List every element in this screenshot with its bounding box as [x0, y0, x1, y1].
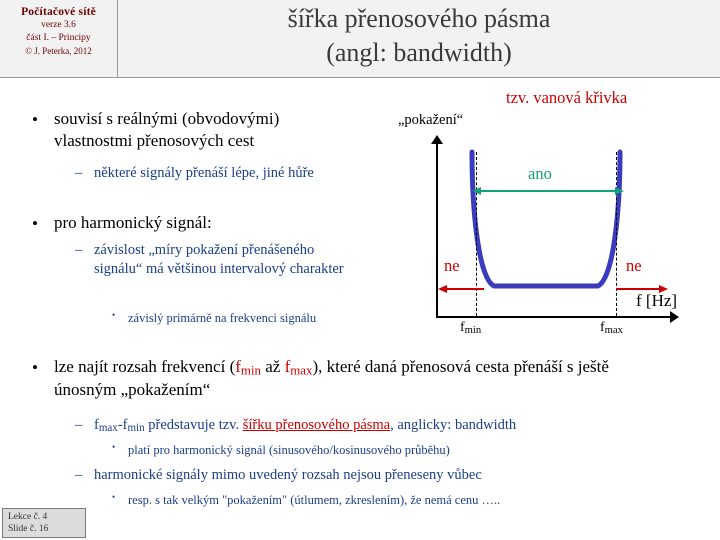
ne-right-arrow — [614, 282, 668, 296]
course-version: verze 3.6 — [41, 20, 76, 30]
bullet-level2-3-highlight: šířku přenosového pásma — [242, 417, 391, 433]
bullet-level2-3 — [75, 416, 654, 435]
slide-header — [0, 0, 720, 78]
diagram-annotation-vanova: tzv. vanová křivka — [506, 88, 628, 107]
bullet-marker: – — [75, 467, 83, 483]
bullet-level2-1-text: některé signály přenáší lépe, jiné hůře — [94, 165, 314, 181]
bullet-marker: – — [75, 417, 83, 433]
bathtub-curve-diagram — [398, 88, 714, 356]
bullet-level2-1 — [75, 164, 344, 183]
bullet-marker: • — [32, 110, 38, 129]
bullet-level1-3-mid: až — [261, 357, 285, 376]
bullet-marker: • — [32, 358, 38, 377]
bullet-level3-1 — [112, 310, 358, 326]
course-title: Počítačové sítě — [21, 6, 96, 18]
lecture-number: Lekce č. 4 — [8, 512, 48, 522]
course-part: část I. – Principy — [26, 33, 91, 43]
label-ne-left: ne — [444, 256, 460, 275]
bullet-marker: – — [75, 242, 83, 258]
bullet-level3-2-text: platí pro harmonický signál (sinusového/kosinusového průběhu) — [128, 443, 450, 457]
bullet-level3-3-text: resp. s tak velkým "pokažením" (útlumem, zkreslením), že nemá cenu ….. — [128, 493, 501, 507]
bullet-level1-3-post: ), které daná přenosová cesta přenáší s ještě únosným „pokažením“ — [54, 357, 609, 399]
fmin-inline-1: fmin — [235, 357, 261, 378]
curve-svg — [398, 88, 714, 356]
x-tick-fmax: fmax — [600, 320, 623, 336]
bullet-level3-2 — [112, 442, 648, 458]
bullet-level2-2 — [75, 241, 344, 279]
course-info-box — [0, 0, 118, 77]
bullet-marker: • — [112, 492, 116, 502]
bullet-level1-3-pre: lze najít rozsah frekvencí ( — [54, 357, 236, 376]
bullet-level3-3 — [112, 492, 668, 508]
page-title-line1: šířka přenosového pásma — [287, 4, 551, 33]
y-axis-label: „pokažení“ — [398, 112, 464, 128]
x-tick-fmin: fmin — [460, 320, 482, 336]
x-axis-label: f [Hz] — [636, 291, 678, 310]
bullet-level3-1-text: závislý primárně na frekvenci signálu — [128, 311, 317, 325]
bullet-level1-1 — [32, 108, 354, 152]
label-ano: ano — [528, 164, 552, 183]
fmax-inline-1: fmax — [284, 357, 313, 378]
page-title — [118, 2, 720, 71]
course-copyright: © J. Peterka, 2012 — [25, 46, 92, 56]
bullet-marker: • — [112, 310, 116, 320]
ne-left-arrow — [438, 282, 486, 296]
slide-number: Slide č. 16 — [8, 523, 49, 534]
bullet-level1-1-text: souvisí s reálnými (obvodovými) vlastnostmi přenosových cest — [54, 109, 280, 150]
label-ne-right: ne — [626, 256, 642, 275]
bullet-marker: – — [75, 165, 83, 181]
bullet-level2-3-pre: fmax-fmin — [94, 417, 145, 434]
bullet-level2-3-post: , anglicky: bandwidth — [390, 417, 517, 433]
bullet-level1-2-text: pro harmonický signál: — [54, 213, 212, 232]
bullet-level2-2-text: závislost „míry pokažení přenášeného signálu“ má většinou intervalový charakter — [94, 242, 344, 277]
slide-footer — [2, 508, 86, 538]
bullet-level2-4 — [75, 466, 654, 485]
bullet-level2-4-text: harmonické signály mimo uvedený rozsah nejsou přeneseny vůbec — [94, 467, 482, 483]
bullet-level1-3 — [32, 356, 674, 401]
bullet-marker: • — [112, 442, 116, 452]
page-title-line2: (angl: bandwidth) — [326, 38, 512, 68]
ano-range-arrow — [472, 184, 624, 198]
bullet-marker: • — [32, 214, 38, 233]
bullet-level1-2 — [32, 212, 354, 234]
bullet-level2-3-mid: představuje tzv. — [144, 417, 243, 433]
